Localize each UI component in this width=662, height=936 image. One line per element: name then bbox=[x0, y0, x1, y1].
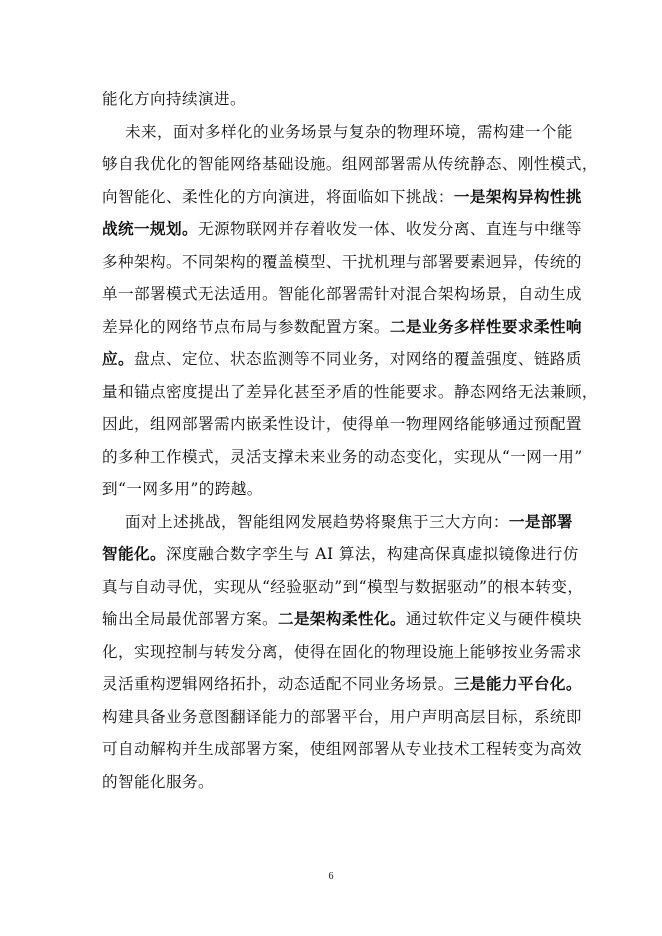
text-segment: 无源物联网并存着收发一体、收发分离、直连与中继等 bbox=[197, 220, 582, 238]
text-segment: 单一部署模式无法适用。智能化部署需针对混合架构场景，自动生成 bbox=[102, 285, 582, 303]
bold-text-segment: 一是部署 bbox=[508, 511, 573, 531]
text-line bbox=[102, 148, 598, 181]
text-line bbox=[102, 538, 579, 571]
text-segment: 深度融合数字孪生与 AI 算法，构建高保真虚拟镜像进行仿 bbox=[165, 545, 579, 563]
text-line bbox=[102, 636, 582, 669]
text-segment: 因此，组网部署需内嵌柔性设计，使得单一物理网络能够通过预配置 bbox=[102, 415, 582, 433]
text-line bbox=[102, 376, 598, 409]
bold-text-segment: 二是业务多样性要求柔性响 bbox=[389, 316, 582, 336]
text-segment: 够自我优化的智能网络基础设施。组网部署需从传统静态、刚性模式， bbox=[102, 155, 598, 173]
bold-text-segment: 一是架构异构性挑 bbox=[453, 186, 582, 206]
text-line bbox=[102, 668, 582, 701]
text-segment: 化，实现控制与转发分离，使得在固化的物理设施上能够按业务需求 bbox=[102, 642, 582, 661]
text-line bbox=[102, 408, 582, 441]
text-segment: 通过软件定义与硬件模块 bbox=[405, 610, 582, 628]
text-line bbox=[102, 701, 582, 734]
text-line bbox=[102, 733, 582, 766]
text-line bbox=[102, 213, 582, 246]
page-number: 6 bbox=[328, 871, 334, 882]
text-segment: 真与自动寻优，实现从“经验驱动”到“模型与数据驱动”的根本转变， bbox=[102, 577, 584, 596]
text-line bbox=[102, 766, 564, 799]
text-segment: 灵活重构逻辑网络拓扑，动态适配不同业务场景。 bbox=[102, 675, 454, 693]
text-segment: 构建具备业务意图翻译能力的部署平台，用户声明高层目标，系统即 bbox=[102, 707, 582, 726]
text-segment: 盘点、定位、状态监测等不同业务，对网络的覆盖强度、链路质 bbox=[134, 350, 582, 368]
text-line bbox=[102, 246, 582, 279]
text-segment: 能化方向持续演进。 bbox=[102, 90, 246, 108]
bold-text-segment: 战统一规划。 bbox=[102, 219, 198, 238]
text-line bbox=[102, 311, 582, 344]
text-line bbox=[102, 473, 564, 506]
text-segment: 多种架构。不同架构的覆盖模型、干扰机理与部署要素迥异，传统的 bbox=[102, 252, 582, 271]
document-body bbox=[102, 83, 598, 798]
bold-text-segment: 应。 bbox=[102, 349, 134, 368]
text-line bbox=[102, 181, 582, 214]
text-segment: 到“一网多用”的跨越。 bbox=[102, 480, 263, 498]
text-line bbox=[102, 83, 564, 116]
text-segment: 可自动解构并生成部署方案，使组网部署从专业技术工程转变为高效 bbox=[102, 740, 582, 758]
text-line bbox=[102, 116, 573, 149]
text-segment: 量和锚点密度提出了差异化甚至矛盾的性能要求。静态网络无法兼顾， bbox=[102, 382, 598, 401]
text-line bbox=[102, 506, 573, 539]
text-line bbox=[102, 441, 583, 474]
bold-text-segment: 二是架构柔性化。 bbox=[277, 609, 406, 628]
text-line bbox=[102, 603, 582, 636]
text-segment: 未来，面对多样化的业务场景与复杂的物理环境，需构建一个能 bbox=[125, 122, 573, 141]
text-segment: 的智能化服务。 bbox=[102, 772, 214, 791]
text-segment: 输出全局最优部署方案。 bbox=[102, 610, 278, 628]
text-segment: 的多种工作模式，灵活支撑未来业务的动态变化，实现从“一网一用” bbox=[102, 447, 583, 466]
bold-text-segment: 智能化。 bbox=[102, 544, 166, 563]
text-line bbox=[102, 343, 582, 376]
text-line bbox=[102, 571, 584, 604]
text-segment: 面对上述挑战，智能组网发展趋势将聚焦于三大方向： bbox=[125, 512, 509, 531]
text-segment: 差异化的网络节点布局与参数配置方案。 bbox=[102, 317, 390, 336]
bold-text-segment: 三是能力平台化。 bbox=[453, 674, 582, 693]
text-segment: 向智能化、柔性化的方向演进，将面临如下挑战： bbox=[102, 187, 454, 206]
text-line bbox=[102, 278, 582, 311]
